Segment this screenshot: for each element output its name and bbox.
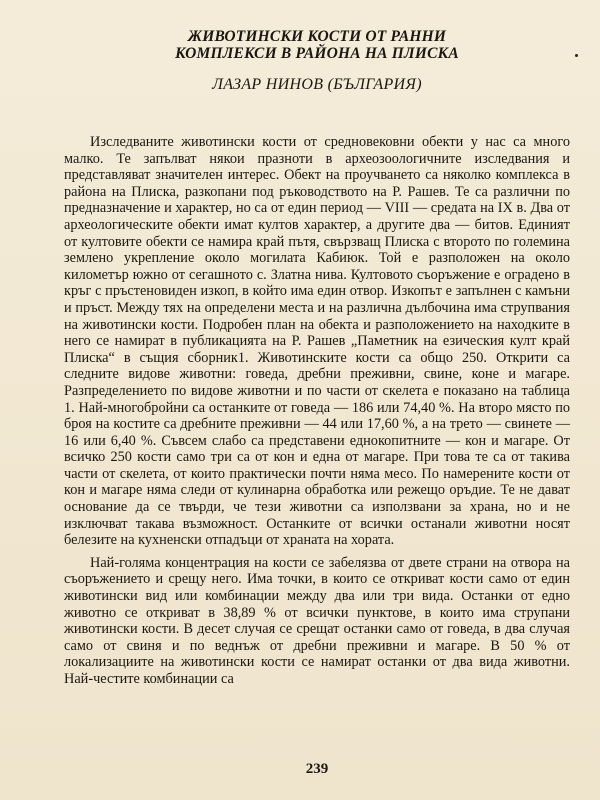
title-line: КОМПЛЕКСИ В РАЙОНА НА ПЛИСКА — [175, 45, 459, 62]
paragraph: Изследваните животински кости от средновековни обекти у нас са много малко. Те запълват някои празноти в археозоологичните изследвания и представляват значителен интерес. Обект на проучването са няколко комплекса в района на Плиска, разкопани под ръководството на Р. Рашев. Те са различни по предназначение и характер, но са от един период — VIII — средата на IX в. Два от археологическите обекти имат култов характер, а другите два — битов. Единият от култовите обекти се намира край пътя, свързващ Плиска с второто по големина землено укрепление около могилата Кабиюк. Той е разположен на около километър южно от сегашното с. Златна нива. Култовото съоръжение е оградено в кръг с пръстеновиден изкоп, в който има един отвор. Изкопът е запълнен с камъни и пръст. Между тях на определени места и на различна дълбочина има струпвания на животински кости. Подробен план на обекта и разположението на находките в него се намират в публикацията на Р. Рашев „Паметник на езическия култ край Плиска“ в същия сборник1. Животинските кости са общо 250. Открити са следните видове животни: говеда, дребни преживни, свине, коне и магаре. Разпределението по видове животни и по части от скелета е показано на таблица 1. Най-многобройни са останките от говеда — 186 или 74,40 %. На второ място по броя на костите са дребните преживни — 44 или 17,60 %, а на трето — свинете — 16 или 6,40 %. Съвсем слабо са представени еднокопитните — кон и магаре. От всичко 250 кости само три са от кон и една от магаре. При това те са от такива части от скелета, от които практически почти няма месо. По намерените кости от кон и магаре няма следи от кулинарна обработка или режещо оръдие. Те не дават основание да се твърди, че тези животни са използвани за храна, но и не изключват такава възможност. Останките от всички останали животни носят белезите на кухненски отпадъци от храната на хората. — [64, 134, 570, 549]
article-body — [64, 134, 570, 688]
title-line: ЖИВОТИНСКИ КОСТИ ОТ РАННИ — [187, 28, 447, 45]
print-speck — [575, 54, 578, 57]
author-line: ЛАЗАР НИНОВ (БЪЛГАРИЯ) — [212, 76, 422, 93]
paragraph: Най-голяма концентрация на кости се забелязва от двете страни на отвора на съоръжението и срещу него. Има точки, в които се откриват кости само от един животински вид или комбинации между два или три вида. Останки от едно животно се откриват в 38,89 % от всички пунктове, в които има струпани животински кости. В десет случая се срещат останки само от говеда, в два случая само от свиня и по веднъж от дребни преживни и магаре. В 50 % от локализациите на животински кости се намират останки от два вида животни. Най-честите комбинации са — [64, 554, 570, 687]
article-title — [64, 28, 570, 62]
page-number: 239 — [305, 761, 329, 777]
